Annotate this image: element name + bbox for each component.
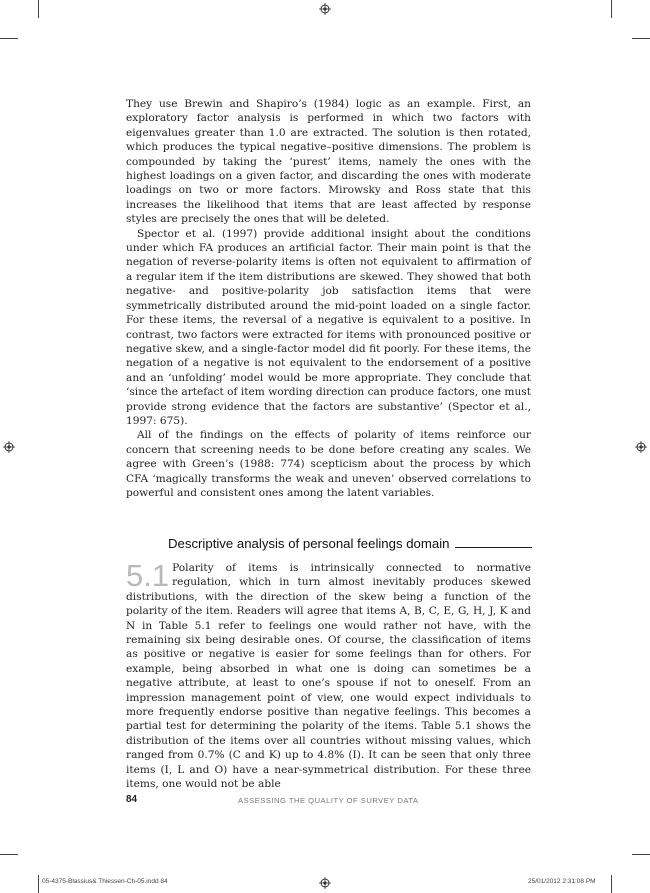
- registration-target-icon: [635, 441, 647, 453]
- section-heading: [168, 536, 532, 551]
- page-number: 84: [126, 794, 138, 805]
- crop-mark-top-right-horizontal: [632, 38, 650, 39]
- running-title: ASSESSING THE QUALITY OF SURVEY DATA: [238, 796, 419, 805]
- crop-mark-bottom-right-horizontal: [632, 854, 650, 855]
- section-title: Descriptive analysis of personal feelings domain: [168, 536, 450, 551]
- body-paragraph: Spector et al. (1997) provide additional insight about the conditions under which FA produces an artificial factor. Their main point is that the negation of reverse-polarity items is often not equivalent to affirmation of a regular item if the item distributions are skewed. They showed that both negative- and positive-polarity job satisfaction items that were symmetrically distributed around the mid-point loaded on a single factor. For these items, the reversal of a negative is equivalent to a positive. In contrast, two factors were extracted for items with pronounced positive or negative skew, and a single-factor model did fit poorly. For these items, the negation of a negative is not equivalent to the endorsement of a positive and an ‘unfolding’ model would be more appropriate. They conclude that ‘since the artefact of item wording direction can produce factors, one must provide strong evidence that the factors are substantive’ (Spector et al., 1997: 675).: [126, 227, 531, 427]
- crop-mark-top-right-vertical: [611, 0, 612, 18]
- slug-timestamp: 25/01/2012 2:31:08 PM: [528, 878, 596, 885]
- crop-mark-bottom-right-vertical: [611, 875, 612, 893]
- body-paragraph: They use Brewin and Shapiro’s (1984) logic as an example. First, an exploratory factor analysis is performed in which two factors with eigenvalues greater than 1.0 are extracted. The solution is then rotated, which produces the typical negative–positive dimensions. The problem is compounded by taking the ‘purest’ items, namely the ones with the highest loadings on a given factor, and discarding the ones with moderate loadings on two or more factors. Mirowsky and Ross state that this increases the likelihood that items that are least affected by response styles are precisely the ones that will be deleted.: [126, 98, 531, 226]
- section-paragraph: Polarity of items is intrinsically connected to normative regulation, which in turn almost inevitably produces skewed distributions, with the direction of the skew being a function of the polarity of the item. Readers will agree that items A, B, C, E, G, H, J, K and N in Table 5.1 refer to feelings one would rather not have, with the remaining six being desirable ones. Of course, the classification of items as positive or negative is easier for some feelings than for others. For example, being absorbed in what one is doing can sometimes be a negative attribute, at least to one’s spouse if not to oneself. From an impression management point of view, one would expect individuals to more frequently endorse positive than negative feelings. This becomes a partial test for determining the polarity of the items. Table 5.1 shows the distribution of the items over all countries without missing values, which ranged from 0.7% (C and K) up to 4.8% (I). It can be seen that only three items (I, L and O) have a near-symmetrical distribution. For these three items, one would not be able: [126, 562, 531, 791]
- heading-rule: [455, 547, 532, 548]
- registration-target-icon: [319, 877, 331, 889]
- body-paragraph: All of the findings on the effects of polarity of items reinforce our concern that screening needs to be done before creating any scales. We agree with Green’s (1988: 774) scepticism about the process by which CFA ‘magically transforms the weak and uneven’ observed correlations to powerful and consistent ones among the latent variables.: [126, 429, 531, 499]
- crop-mark-top-left-horizontal: [0, 38, 18, 39]
- slug-filename: 05-4375-Blassius& Thiessen-Ch-05.indd 84: [42, 878, 168, 885]
- crop-mark-top-left-vertical: [38, 0, 39, 18]
- crop-mark-bottom-left-horizontal: [0, 854, 18, 855]
- crop-mark-bottom-left-vertical: [38, 875, 39, 893]
- section-body: [126, 558, 531, 792]
- body-text: [126, 97, 531, 500]
- registration-target-icon: [319, 3, 331, 15]
- registration-target-icon: [3, 441, 15, 453]
- section-number: 5.1: [126, 558, 170, 593]
